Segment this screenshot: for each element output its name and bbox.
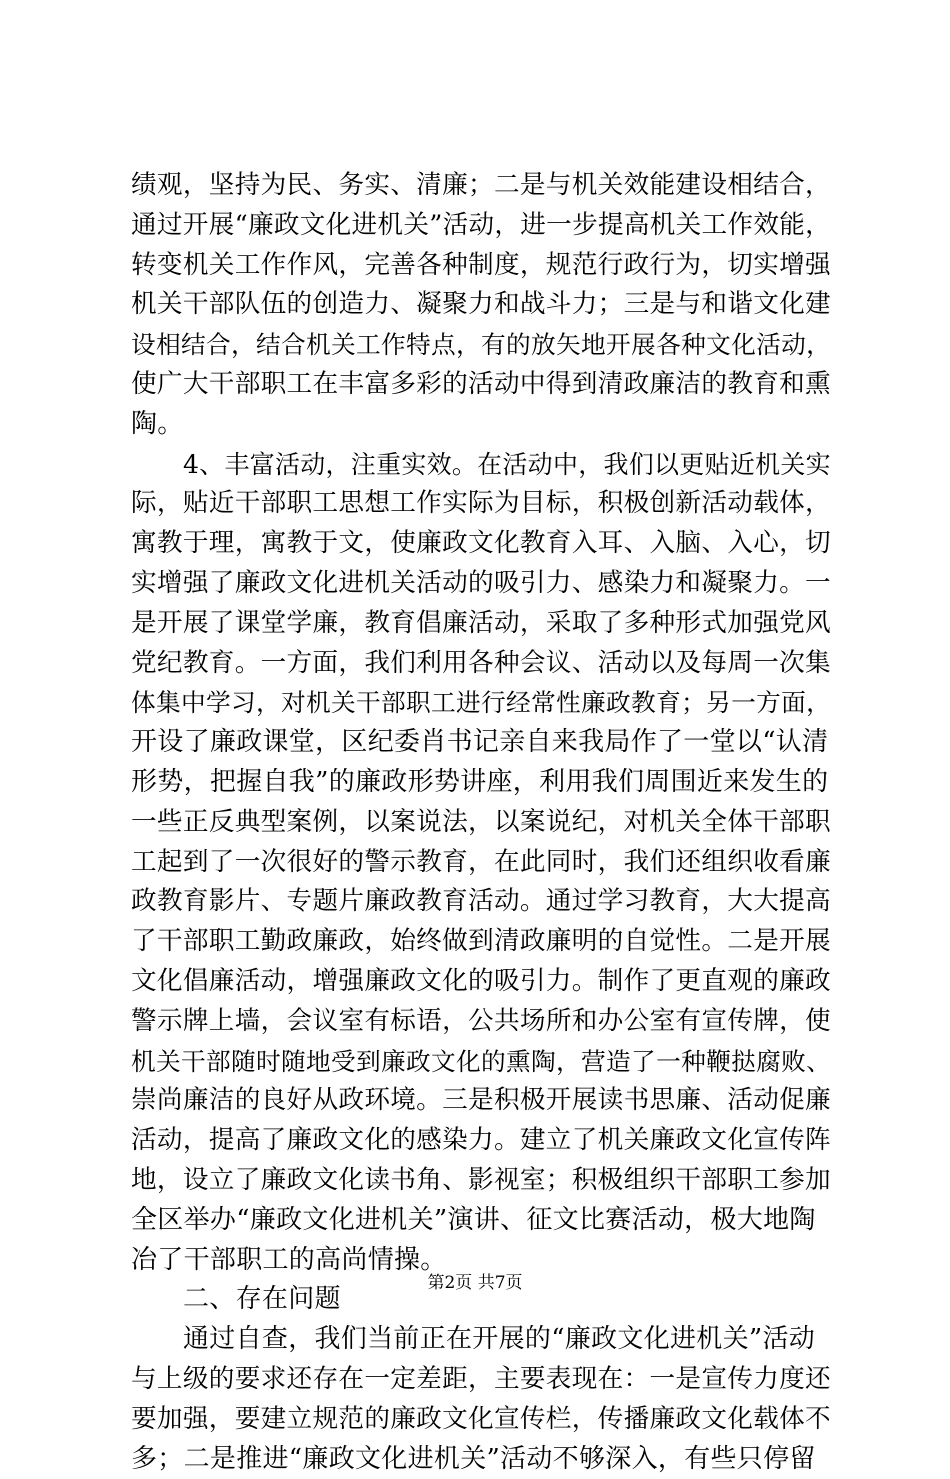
- text-line: 是开展了课堂学廉，教育倡廉活动，采取了多种形式加强党风: [131, 604, 831, 644]
- text-line: 体集中学习，对机关干部职工进行经常性廉政教育；另一方面，: [131, 683, 831, 723]
- text-line: 要加强，要建立规范的廉政文化宣传栏，传播廉政文化载体不: [131, 1400, 831, 1440]
- text-line: 际，贴近干部职工思想工作实际为目标，积极创新活动载体，: [131, 484, 831, 524]
- section-heading-problems: 二、存在问题: [131, 1280, 831, 1320]
- text-line: 崇尚廉洁的良好从政环境。三是积极开展读书思廉、活动促廉: [131, 1081, 831, 1121]
- text-line: 全区举办“廉政文化进机关”演讲、征文比赛活动，极大地陶: [131, 1201, 831, 1241]
- text-line: 通过自查，我们当前正在开展的“廉政文化进机关”活动: [131, 1320, 831, 1360]
- text-line: 多；二是推进“廉政文化进机关”活动不够深入，有些只停留: [131, 1440, 831, 1479]
- text-line: 政教育影片、专题片廉政教育活动。通过学习教育，大大提高: [131, 882, 831, 922]
- paragraph-heading-4: 4、丰富活动，注重实效。在活动中，我们以更贴近机关实: [131, 445, 831, 485]
- text-line: 地，设立了廉政文化读书角、影视室；积极组织干部职工参加: [131, 1161, 831, 1201]
- text-line: 工起到了一次很好的警示教育，在此同时，我们还组织收看廉: [131, 843, 831, 883]
- text-line: 冶了干部职工的高尚情操。: [131, 1241, 831, 1281]
- text-line: 转变机关工作作风，完善各种制度，规范行政行为，切实增强: [131, 246, 831, 286]
- text-line: 陶。: [131, 405, 831, 445]
- text-line: 使广大干部职工在丰富多彩的活动中得到清政廉洁的教育和熏: [131, 365, 831, 405]
- text-line: 实增强了廉政文化进机关活动的吸引力、感染力和凝聚力。一: [131, 564, 831, 604]
- text-line: 开设了廉政课堂，区纪委肖书记亲自来我局作了一堂以“认清: [131, 723, 831, 763]
- text-line: 与上级的要求还存在一定差距，主要表现在：一是宣传力度还: [131, 1360, 831, 1400]
- text-line: 文化倡廉活动，增强廉政文化的吸引力。制作了更直观的廉政: [131, 962, 831, 1002]
- text-line: 机关干部随时随地受到廉政文化的熏陶，营造了一种鞭挞腐败、: [131, 1042, 831, 1082]
- text-line: 一些正反典型案例，以案说法，以案说纪，对机关全体干部职: [131, 803, 831, 843]
- text-line: 机关干部队伍的创造力、凝聚力和战斗力；三是与和谐文化建: [131, 285, 831, 325]
- text-line: 形势，把握自我”的廉政形势讲座，利用我们周围近来发生的: [131, 763, 831, 803]
- text-line: 绩观，坚持为民、务实、清廉；二是与机关效能建设相结合，: [131, 166, 831, 206]
- text-line: 设相结合，结合机关工作特点，有的放矢地开展各种文化活动，: [131, 325, 831, 365]
- page-number-footer: 第2页 共7页: [0, 1272, 950, 1294]
- text-line: 警示牌上墙，会议室有标语，公共场所和办公室有宣传牌，使: [131, 1002, 831, 1042]
- text-line: 了干部职工勤政廉政，始终做到清政廉明的自觉性。二是开展: [131, 922, 831, 962]
- text-line: 寓教于理，寓教于文，使廉政文化教育入耳、入脑、入心，切: [131, 524, 831, 564]
- text-line: 党纪教育。一方面，我们利用各种会议、活动以及每周一次集: [131, 644, 831, 684]
- text-line: 活动，提高了廉政文化的感染力。建立了机关廉政文化宣传阵: [131, 1121, 831, 1161]
- text-line: 通过开展“廉政文化进机关”活动，进一步提高机关工作效能，: [131, 206, 831, 246]
